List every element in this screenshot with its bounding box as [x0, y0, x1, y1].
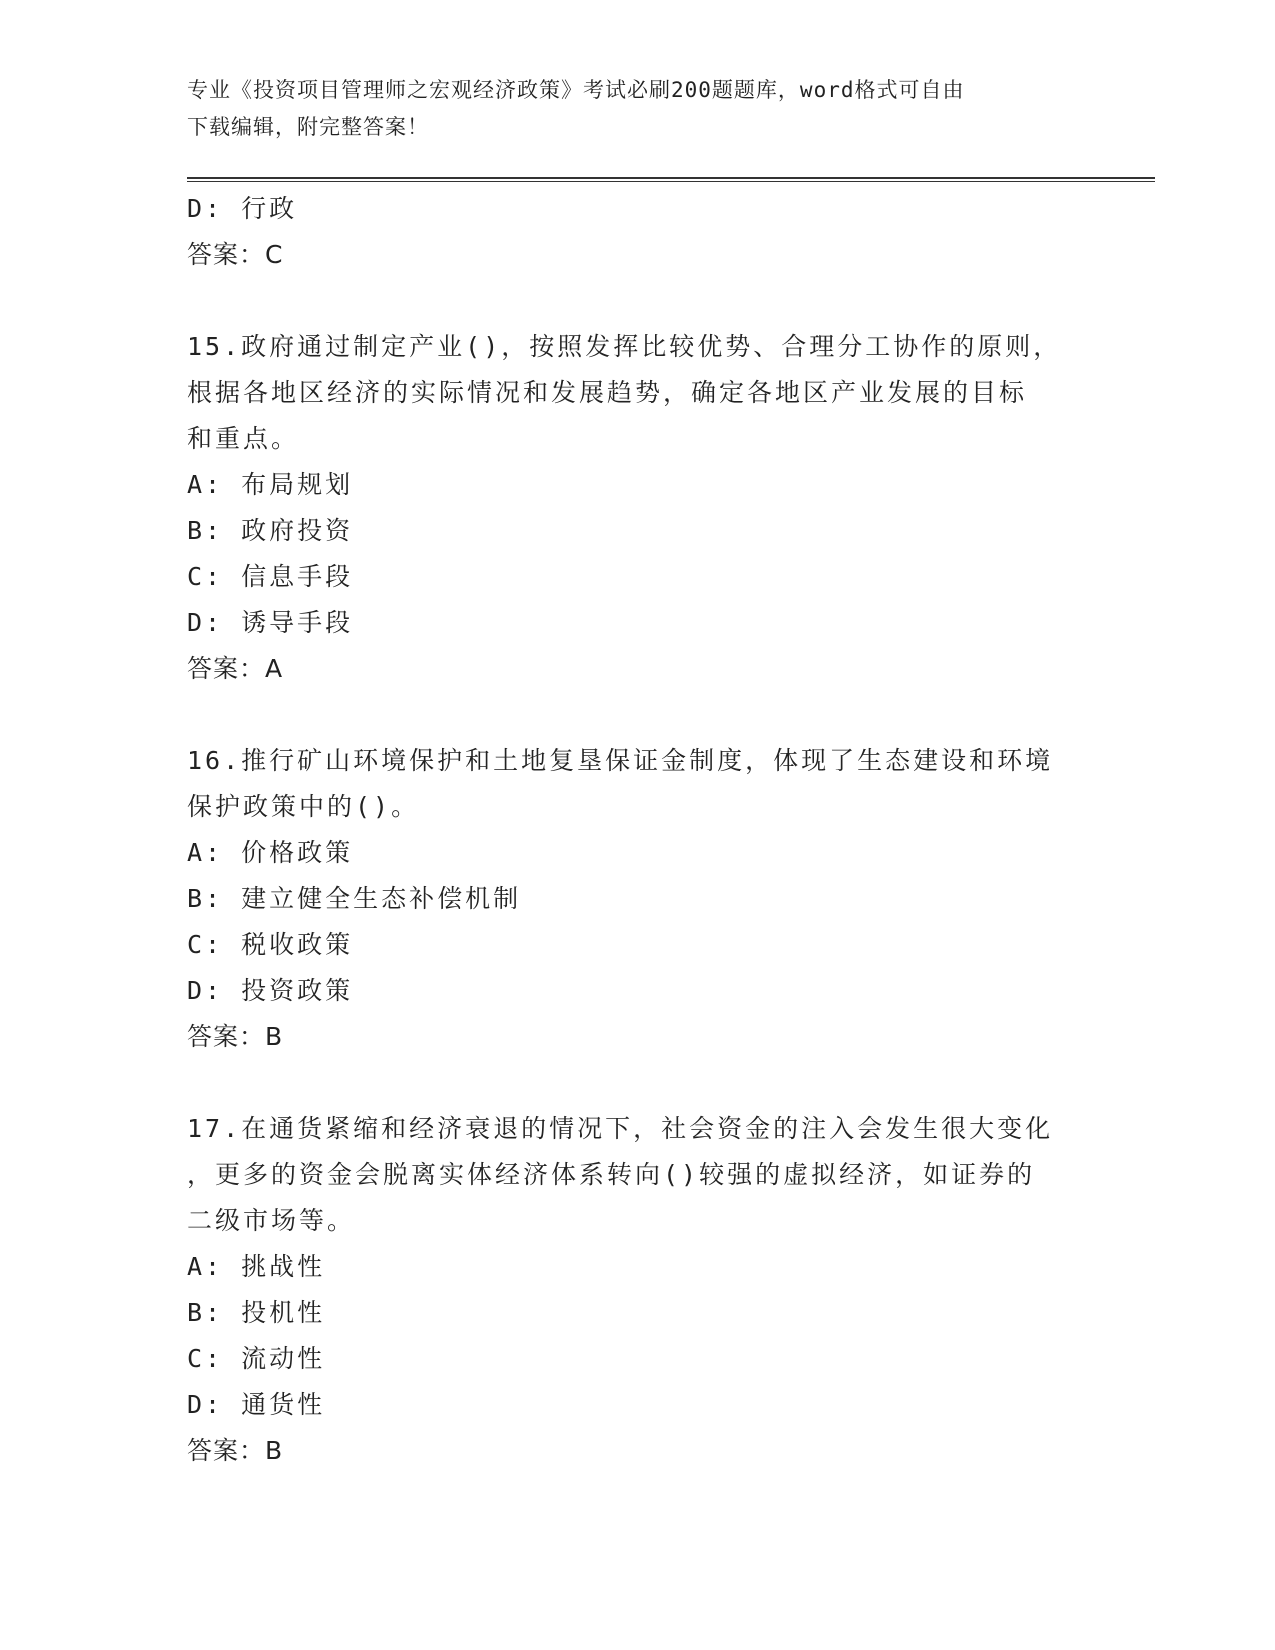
option-c: C: 流动性 — [187, 1344, 326, 1373]
option-a: A: 布局规划 — [187, 470, 354, 499]
question-16 — [187, 738, 1087, 1060]
question-text-line: 17.在通货紧缩和经济衰退的情况下，社会资金的注入会发生很大变化 — [187, 1114, 1054, 1143]
option-d: D: 通货性 — [187, 1390, 326, 1419]
option-b: B: 投机性 — [187, 1298, 326, 1327]
option-d: D: 行政 — [187, 194, 298, 223]
option-c: C: 信息手段 — [187, 562, 354, 591]
option-b: B: 建立健全生态补偿机制 — [187, 884, 522, 913]
spacer — [187, 278, 1087, 324]
option-d: D: 投资政策 — [187, 976, 354, 1005]
spacer — [187, 1060, 1087, 1106]
spacer — [187, 692, 1087, 738]
question-content — [187, 186, 1087, 1474]
question-text-line: 根据各地区经济的实际情况和发展趋势，确定各地区产业发展的目标 — [187, 378, 1028, 407]
question-text-line: 16.推行矿山环境保护和土地复垦保证金制度，体现了生态建设和环境 — [187, 746, 1054, 775]
option-a: A: 价格政策 — [187, 838, 354, 867]
question-15 — [187, 324, 1087, 692]
question-text-line: 保护政策中的()。 — [187, 792, 420, 821]
page-header — [187, 72, 1067, 146]
answer-line: 答案：B — [187, 1436, 284, 1465]
question-text-line: 二级市场等。 — [187, 1206, 356, 1235]
option-a: A: 挑战性 — [187, 1252, 326, 1281]
option-d: D: 诱导手段 — [187, 608, 354, 637]
option-c: C: 税收政策 — [187, 930, 354, 959]
previous-question-tail — [187, 186, 1087, 278]
answer-line: 答案：B — [187, 1022, 284, 1051]
question-17 — [187, 1106, 1087, 1474]
option-b: B: 政府投资 — [187, 516, 354, 545]
question-text-line: 和重点。 — [187, 424, 300, 453]
header-line-2: 下载编辑，附完整答案！ — [187, 115, 429, 139]
question-text-line: 15.政府通过制定产业()，按照发挥比较优势、合理分工协作的原则， — [187, 332, 1062, 361]
question-text-line: ，更多的资金会脱离实体经济体系转向()较强的虚拟经济，如证券的 — [187, 1160, 1036, 1189]
header-divider — [187, 177, 1155, 182]
answer-line: 答案：A — [187, 654, 284, 683]
header-line-1: 专业《投资项目管理师之宏观经济政策》考试必刷200题题库，word格式可自由 — [187, 78, 965, 102]
answer-line: 答案：C — [187, 240, 284, 269]
